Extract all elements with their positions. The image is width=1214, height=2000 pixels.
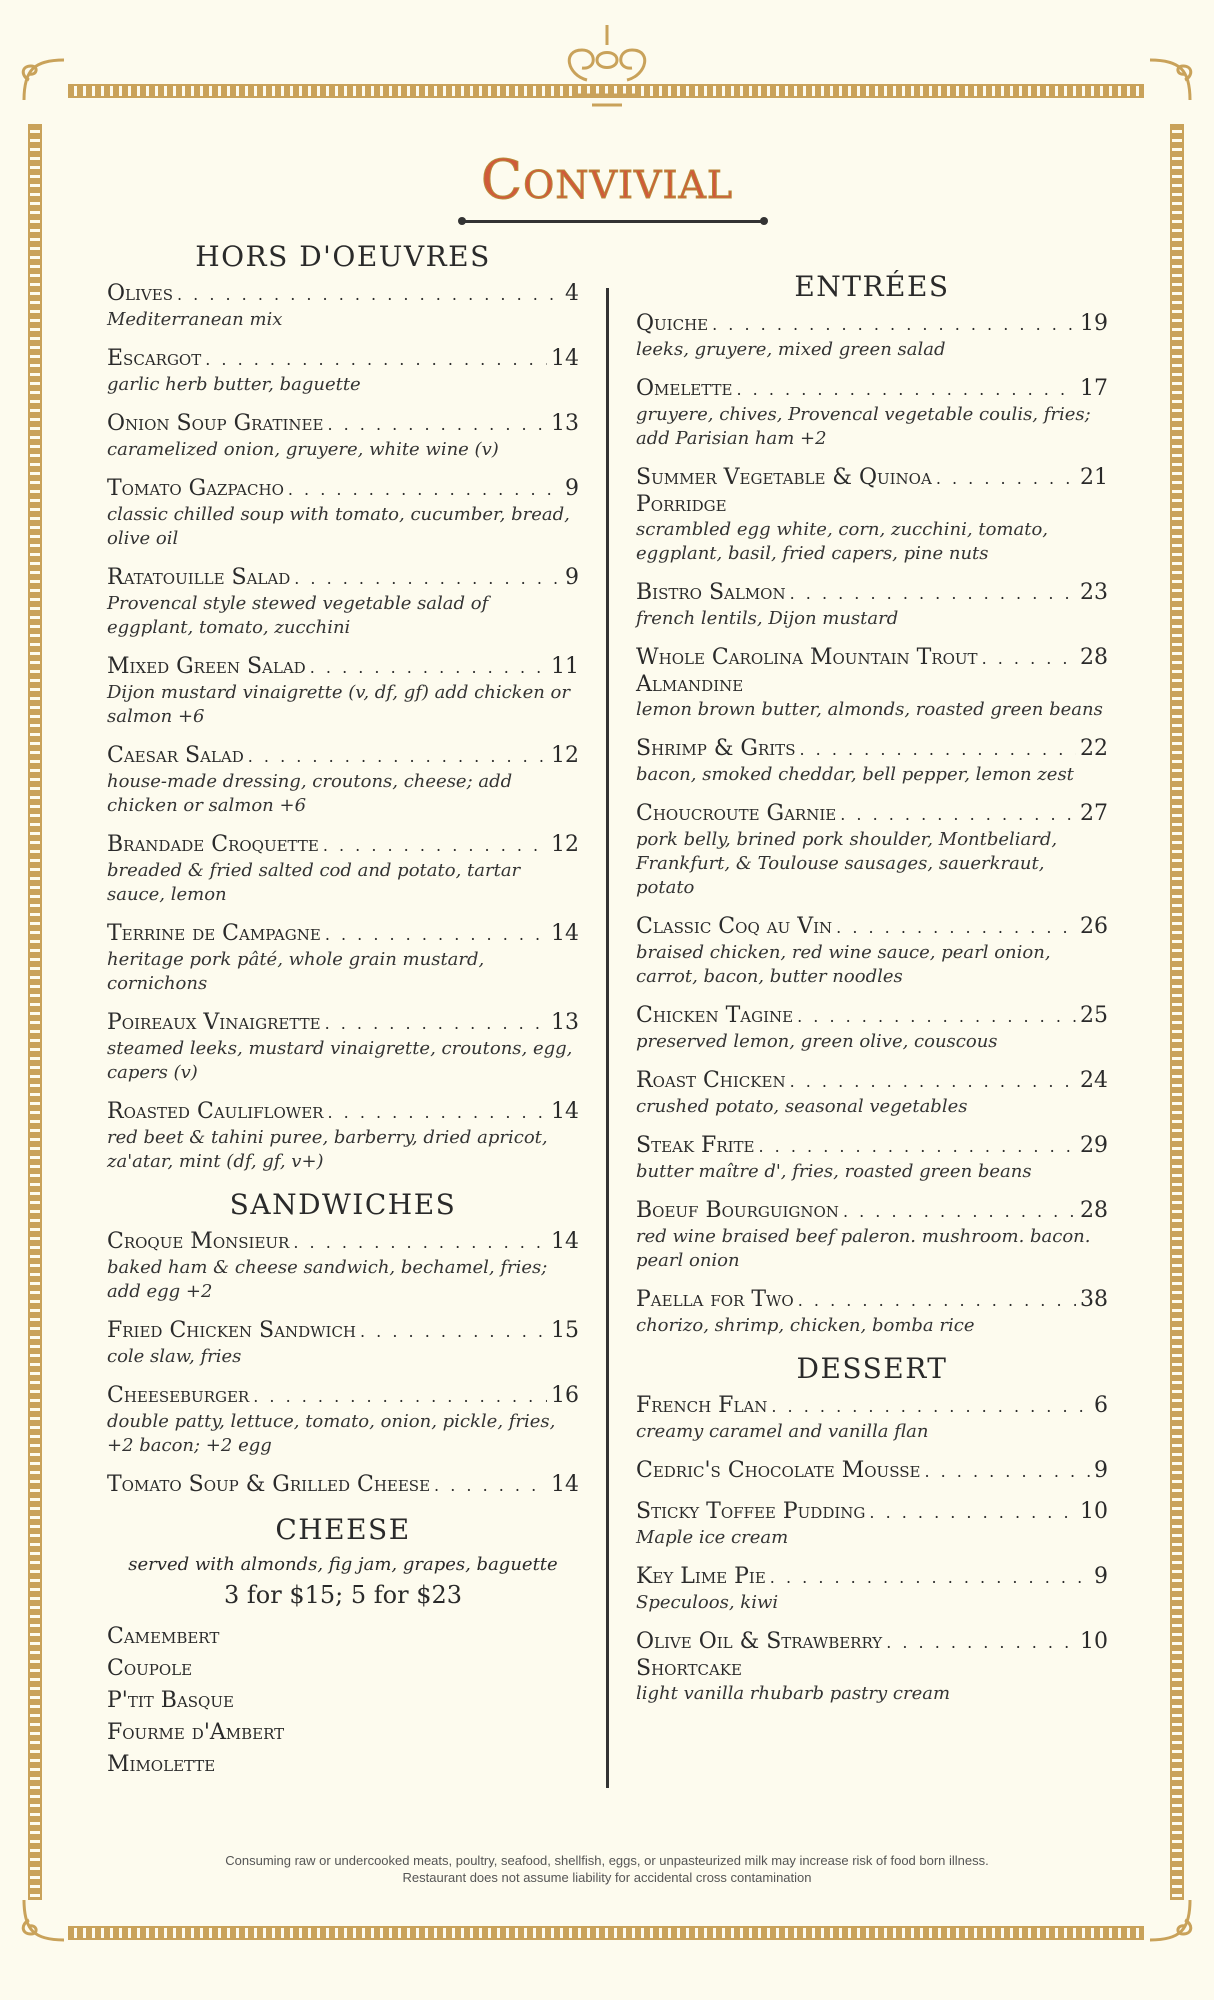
menu-item-name: Tomato Gazpacho [107, 476, 284, 501]
menu-item-row [107, 565, 579, 592]
menu-item-description: Mediterranean mix [107, 309, 283, 330]
menu-item [107, 743, 579, 818]
dot-leader [936, 466, 1076, 492]
dot-leader [836, 915, 1076, 941]
menu-item-description: double patty, lettuce, tomato, onion, pickle, fries, +2 bacon; +2 egg [107, 1411, 556, 1456]
menu-item [107, 346, 579, 397]
dot-leader [799, 737, 1076, 763]
menu-item-price: 9 [1094, 1564, 1108, 1589]
menu-item-price: 14 [551, 1229, 579, 1254]
menu-item-row [107, 1318, 579, 1345]
menu-item-description: chorizo, shrimp, chicken, bomba rice [636, 1315, 975, 1336]
menu-item-description: gruyere, chives, Provencal vegetable coulis, fries; add Parisian ham +2 [636, 404, 1091, 449]
menu-item [636, 465, 1108, 566]
dot-leader [360, 1319, 547, 1345]
menu-item-name-cont: Porridge [636, 492, 727, 517]
menu-item-price: 38 [1080, 1287, 1108, 1312]
menu-item-name: Shrimp & Grits [636, 736, 796, 761]
menu-item-description: leeks, gruyere, mixed green salad [636, 339, 946, 360]
menu-item-name: Croque Monsieur [107, 1229, 290, 1254]
menu-item [107, 1472, 579, 1499]
menu-item-description: french lentils, Dijon mustard [636, 608, 899, 629]
menu-item-row [107, 921, 579, 948]
title-rule [462, 220, 764, 223]
menu-item [636, 645, 1108, 722]
menu-item-description: butter maître d', fries, roasted green beans [636, 1161, 1032, 1182]
menu-item-description: caramelized onion, gruyere, white wine (v) [107, 439, 499, 460]
dot-leader [253, 1384, 547, 1410]
menu-item-price: 23 [1080, 580, 1108, 605]
menu-item-description: crushed potato, seasonal vegetables [636, 1096, 968, 1117]
menu-item-description: scrambled egg white, corn, zucchini, tomato, eggplant, basil, fried capers, pine nuts [636, 519, 1049, 564]
menu-item-description: garlic herb butter, baguette [107, 374, 361, 395]
menu-item-price: 11 [551, 654, 579, 679]
menu-item-name: Quiche [636, 311, 709, 336]
menu-item-description: breaded & fried salted cod and potato, tartar sauce, lemon [107, 860, 521, 905]
menu-item-price: 17 [1080, 376, 1108, 401]
menu-item [636, 1133, 1108, 1184]
menu-item-description: baked ham & cheese sandwich, bechamel, fries; add egg +2 [107, 1257, 548, 1302]
menu-item [636, 1499, 1108, 1550]
menu-item-row [636, 1068, 1108, 1095]
menu-item-row [107, 832, 579, 859]
menu-item-row [107, 1010, 579, 1037]
menu-item-description: classic chilled soup with tomato, cucumber, bread, olive oil [107, 504, 570, 549]
dot-leader [712, 312, 1076, 338]
dot-leader [327, 412, 547, 438]
menu-item-name: Chicken Tagine [636, 1003, 794, 1028]
dot-leader [924, 1459, 1090, 1485]
dot-leader [248, 744, 547, 770]
dot-leader [434, 1473, 547, 1499]
disclaimer-line: Consuming raw or undercooked meats, poultry, seafood, shellfish, eggs, or unpasteurized milk may increase risk of food born illness. [225, 1853, 989, 1868]
menu-item [107, 281, 579, 332]
menu-item-row [107, 654, 579, 681]
border-bottom [68, 1926, 1144, 1940]
dot-leader [205, 347, 547, 373]
menu-item-name: French Flan [636, 1393, 768, 1418]
dot-leader [293, 1230, 547, 1256]
menu-item-price: 29 [1080, 1133, 1108, 1158]
menu-item-description: pork belly, brined pork shoulder, Montbeliard, Frankfurt, & Toulouse sausages, sauerkraut, potato [636, 829, 1058, 898]
menu-item-price: 14 [551, 1472, 579, 1497]
dot-leader [759, 1134, 1077, 1160]
menu-item [636, 1068, 1108, 1119]
menu-item-description: steamed leeks, mustard vinaigrette, croutons, egg, capers (v) [107, 1038, 573, 1083]
menu-item-row [636, 914, 1108, 941]
dot-leader [288, 477, 561, 503]
menu-item-row [107, 1383, 579, 1410]
menu-item-name: Classic Coq au Vin [636, 914, 833, 939]
dot-leader [770, 1565, 1090, 1591]
dot-leader [797, 1004, 1076, 1030]
menu-item [636, 1458, 1108, 1485]
menu-item-description: braised chicken, red wine sauce, pearl onion, carrot, bacon, butter noodles [636, 942, 1051, 987]
menu-item-name: Paella for Two [636, 1287, 794, 1312]
menu-item [107, 1229, 579, 1304]
flourish-corner-icon [1140, 50, 1200, 110]
dot-leader [798, 1288, 1076, 1314]
flourish-corner-icon [1140, 1890, 1200, 1950]
dot-leader [323, 833, 547, 859]
section-heading: ENTRÉES [794, 270, 950, 303]
menu-item-name: Poireaux Vinaigrette [107, 1010, 321, 1035]
menu-item-name: Omelette [636, 376, 733, 401]
menu-item-price: 13 [551, 411, 579, 436]
menu-item-name: Fried Chicken Sandwich [107, 1318, 356, 1343]
menu-item [107, 476, 579, 551]
menu-item [107, 1318, 579, 1369]
menu-item-row [107, 743, 579, 770]
menu-item-description: bacon, smoked cheddar, bell pepper, lemon zest [636, 764, 1074, 785]
menu-item-row [636, 1003, 1108, 1030]
menu-item-row [636, 580, 1108, 607]
flourish-corner-icon [14, 50, 74, 110]
menu-item [636, 801, 1108, 900]
menu-item-name: Ratatouille Salad [107, 565, 291, 590]
menu-item-name: Steak Frite [636, 1133, 755, 1158]
menu-item-price: 15 [551, 1318, 579, 1343]
menu-item-row [636, 801, 1108, 828]
flourish-corner-icon [14, 1890, 74, 1950]
menu-item-row [107, 1472, 579, 1499]
menu-item-price: 10 [1080, 1499, 1108, 1524]
dot-leader [843, 1199, 1076, 1225]
menu-item-description: creamy caramel and vanilla flan [636, 1421, 929, 1442]
menu-item-row [636, 311, 1108, 338]
menu-item-price: 9 [565, 476, 579, 501]
dot-leader [325, 1011, 547, 1037]
menu-item [636, 914, 1108, 989]
dot-leader [869, 1500, 1076, 1526]
menu-item-row [636, 1458, 1108, 1485]
dot-leader [177, 282, 561, 308]
menu-item-name: Roasted Cauliflower [107, 1099, 324, 1124]
cheese-item: Coupole [107, 1656, 193, 1681]
menu-item [636, 1629, 1108, 1706]
menu-item-price: 25 [1080, 1003, 1108, 1028]
menu-item-price: 14 [551, 346, 579, 371]
menu-item-price: 6 [1094, 1393, 1108, 1418]
menu-item-price: 22 [1080, 736, 1108, 761]
menu-item [107, 832, 579, 907]
right-column [636, 270, 1108, 1720]
menu-item-row [636, 465, 1108, 492]
menu-item-name: Terrine de Campagne [107, 921, 321, 946]
menu-item-name: Cedric's Chocolate Mousse [636, 1458, 921, 1483]
border-left [28, 124, 42, 1900]
menu-item-name: Mixed Green Salad [107, 654, 306, 679]
menu-item-price: 16 [551, 1383, 579, 1408]
disclaimer-line: Restaurant does not assume liability for accidental cross contamination [402, 1870, 812, 1885]
menu-item-row [636, 1629, 1108, 1656]
section-heading: CHEESE [275, 1513, 411, 1546]
menu-item-description: preserved lemon, green olive, couscous [636, 1031, 998, 1052]
cheese-pricing: 3 for $15; 5 for $23 [224, 1581, 462, 1609]
menu-item-name: Onion Soup Gratinee [107, 411, 324, 436]
menu-item [107, 1099, 579, 1174]
menu-item-description: house-made dressing, croutons, cheese; add chicken or salmon +6 [107, 771, 513, 816]
menu-item-row [636, 645, 1108, 672]
menu-item-name: Brandade Croquette [107, 832, 319, 857]
menu-item-row [636, 1499, 1108, 1526]
menu-item-name-cont: Almandine [636, 672, 744, 697]
menu-item-row [636, 1393, 1108, 1420]
menu-item [107, 411, 579, 462]
menu-item-name: Choucroute Garnie [636, 801, 837, 826]
menu-item-price: 14 [551, 921, 579, 946]
section-heading: DESSERT [796, 1352, 948, 1385]
menu-item [107, 1383, 579, 1458]
menu-item-price: 4 [565, 281, 579, 306]
menu-item [107, 921, 579, 996]
menu-item [636, 1003, 1108, 1054]
menu-item-price: 21 [1080, 465, 1108, 490]
restaurant-title: Convivial [480, 148, 734, 211]
dot-leader [294, 566, 561, 592]
column-divider [606, 288, 609, 1788]
menu-item-row [107, 281, 579, 308]
cheese-item: P'tit Basque [107, 1688, 234, 1713]
menu-item-price: 28 [1080, 1198, 1108, 1223]
crest-ornament-icon [547, 20, 667, 110]
menu-item [107, 565, 579, 640]
menu-item [636, 580, 1108, 631]
menu-item-name: Sticky Toffee Pudding [636, 1499, 866, 1524]
dot-leader [327, 1100, 547, 1126]
dot-leader [840, 802, 1076, 828]
menu-item-price: 12 [551, 743, 579, 768]
menu-item-price: 12 [551, 832, 579, 857]
menu-item-description: Dijon mustard vinaigrette (v, df, gf) add chicken or salmon +6 [107, 682, 570, 727]
menu-item [636, 736, 1108, 787]
menu-item-name: Roast Chicken [636, 1068, 786, 1093]
menu-item-name: Key Lime Pie [636, 1564, 766, 1589]
menu-item-price: 26 [1080, 914, 1108, 939]
menu-item-price: 9 [1094, 1458, 1108, 1483]
menu-item-row [107, 476, 579, 503]
menu-item-price: 28 [1080, 645, 1108, 670]
menu-item-description: Provencal style stewed vegetable salad of eggplant, tomato, zucchini [107, 593, 489, 638]
menu-item-name: Olives [107, 281, 173, 306]
dot-leader [771, 1394, 1090, 1420]
menu-item [636, 376, 1108, 451]
menu-item-price: 24 [1080, 1068, 1108, 1093]
menu-item-name: Summer Vegetable & Quinoa [636, 465, 932, 490]
menu-item-name: Bistro Salmon [636, 580, 786, 605]
menu-item-description: red beet & tahini puree, barberry, dried apricot, za'atar, mint (df, gf, v+) [107, 1127, 548, 1172]
menu-item-row [636, 1564, 1108, 1591]
menu-item-name: Escargot [107, 346, 202, 371]
cheese-item: Mimolette [107, 1752, 216, 1777]
menu-item-price: 14 [551, 1099, 579, 1124]
menu-item [107, 654, 579, 729]
menu-item-price: 9 [565, 565, 579, 590]
dot-leader [982, 646, 1076, 672]
menu-item-description: cole slaw, fries [107, 1346, 242, 1367]
cheese-item: Fourme d'Ambert [107, 1720, 285, 1745]
menu-item-description: Speculoos, kiwi [636, 1592, 779, 1613]
menu-item-description: lemon brown butter, almonds, roasted green beans [636, 699, 1103, 720]
dot-leader [737, 377, 1077, 403]
section-heading: SANDWICHES [229, 1188, 457, 1221]
menu-item-name: Caesar Salad [107, 743, 244, 768]
menu-item-row [636, 1198, 1108, 1225]
menu-item-description: Maple ice cream [636, 1527, 789, 1548]
menu-item-row [107, 1099, 579, 1126]
dot-leader [790, 581, 1076, 607]
menu-item-price: 10 [1080, 1629, 1108, 1654]
dot-leader [325, 922, 547, 948]
menu-item [636, 1393, 1108, 1444]
menu-item-description: red wine braised beef paleron. mushroom. bacon. pearl onion [636, 1226, 1091, 1271]
menu-item-description: heritage pork pâté, whole grain mustard, cornichons [107, 949, 485, 994]
menu-item-name: Tomato Soup & Grilled Cheese [107, 1472, 431, 1497]
menu-item-row [107, 1229, 579, 1256]
menu-item-price: 13 [551, 1010, 579, 1035]
dot-leader [886, 1630, 1076, 1656]
menu-item-row [636, 376, 1108, 403]
menu-item-row [107, 411, 579, 438]
section-heading: HORS D'OEUVRES [195, 240, 491, 273]
allergy-disclaimer [0, 1852, 1214, 1886]
menu-item-price: 19 [1080, 311, 1108, 336]
menu-item [636, 1564, 1108, 1615]
menu-item-name: Olive Oil & Strawberry [636, 1629, 883, 1654]
menu-item [107, 1010, 579, 1085]
dot-leader [790, 1069, 1076, 1095]
menu-item-price: 27 [1080, 801, 1108, 826]
menu-item-name: Whole Carolina Mountain Trout [636, 645, 978, 670]
cheese-note: served with almonds, fig jam, grapes, baguette [128, 1554, 558, 1575]
menu-item [636, 311, 1108, 362]
menu-item-name: Boeuf Bourguignon [636, 1198, 839, 1223]
menu-item-name: Cheeseburger [107, 1383, 250, 1408]
menu-item [636, 1198, 1108, 1273]
menu-item-row [636, 1287, 1108, 1314]
left-column [107, 240, 579, 1781]
border-right [1170, 124, 1184, 1900]
menu-item-description: light vanilla rhubarb pastry cream [636, 1683, 951, 1704]
menu-item-name-cont: Shortcake [636, 1656, 742, 1681]
menu-item-row [636, 1133, 1108, 1160]
cheese-item: Camembert [107, 1624, 220, 1649]
menu-item [636, 1287, 1108, 1338]
menu-item-row [636, 736, 1108, 763]
dot-leader [310, 655, 547, 681]
menu-item-row [107, 346, 579, 373]
